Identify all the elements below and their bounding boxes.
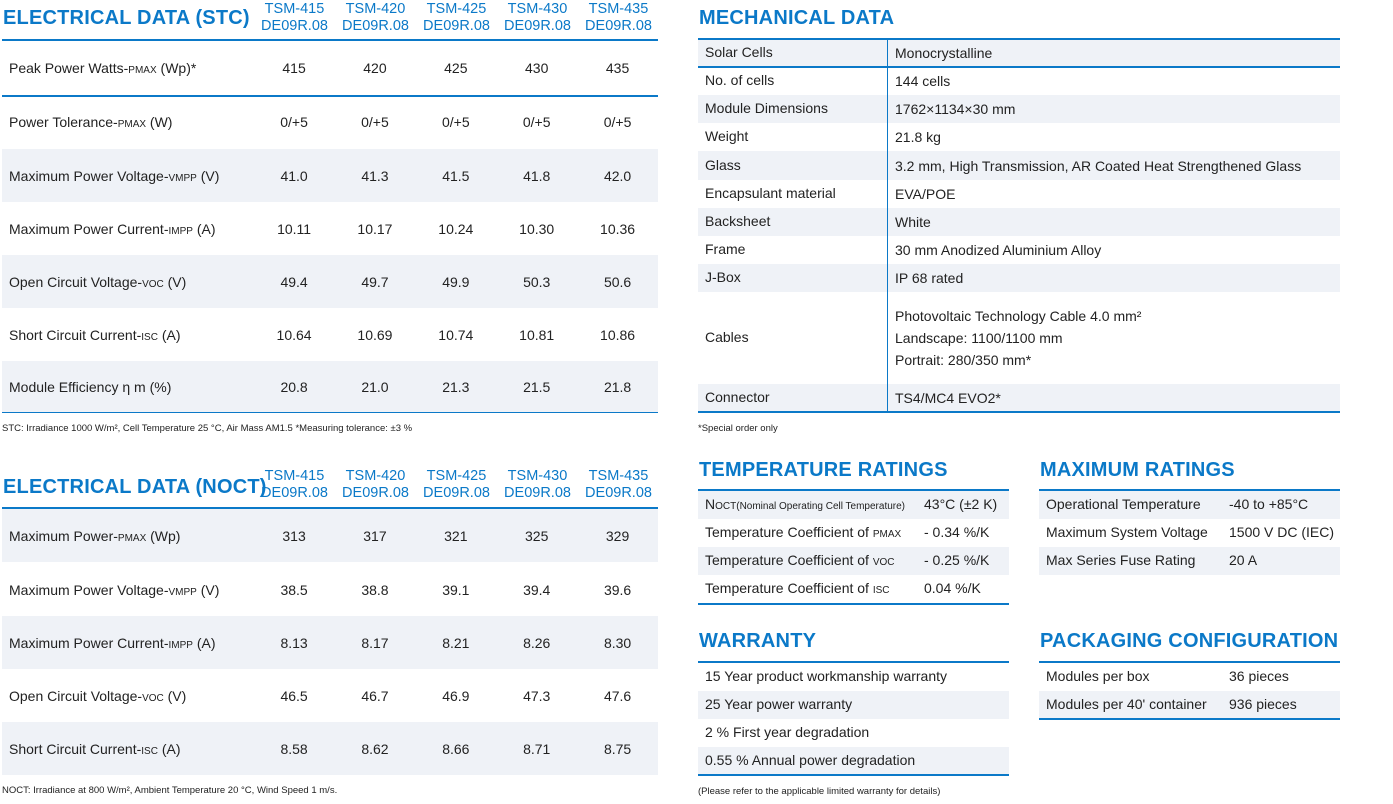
cell-value: 46.7	[361, 687, 389, 704]
warranty-note: (Please refer to the applicable limited warranty for details)	[698, 786, 941, 797]
cell-value: 8.62	[361, 740, 389, 757]
spec-value	[895, 183, 955, 205]
label-text: Module Efficiency η m (%)	[9, 378, 172, 395]
cell-value: 10.24	[438, 220, 474, 237]
table-row	[2, 149, 658, 202]
packaging-value: 936 pieces	[1229, 696, 1297, 712]
spec-value-line: IP 68 rated	[895, 270, 964, 286]
label-text: Short Circuit Current-	[9, 326, 142, 343]
spec-key: Solar Cells	[705, 44, 773, 60]
cell-value: 10.81	[519, 326, 555, 343]
row-label	[2, 528, 254, 544]
table-row	[698, 547, 1009, 575]
label-text: Temperature Coefficient of	[705, 552, 873, 568]
table-row	[698, 747, 1009, 775]
spec-value	[895, 211, 931, 233]
table-row	[698, 575, 1009, 603]
table-row	[698, 519, 1009, 547]
label-unit: (A)	[157, 740, 181, 757]
model-header	[254, 468, 335, 502]
label-text: Peak Power Watts-	[9, 59, 129, 76]
label-unit: (A)	[192, 634, 216, 651]
spec-key: No. of cells	[705, 72, 775, 88]
packaging-value: 36 pieces	[1229, 668, 1289, 684]
model-variant: DE09R.08	[261, 18, 328, 34]
mechanical-table	[698, 39, 1340, 412]
spec-key: J-Box	[705, 269, 741, 285]
cell-value: 21.8	[603, 378, 632, 395]
model-variant: DE09R.08	[261, 485, 328, 501]
model-header	[254, 1, 335, 35]
divider	[698, 66, 1340, 68]
table-row	[2, 202, 658, 255]
label-text: Open Circuit Voltage-	[9, 687, 143, 704]
cell-value: 10.69	[357, 326, 393, 343]
rating-value: - 0.34 %/K	[924, 524, 990, 540]
cell-value: 8.66	[442, 740, 470, 757]
cell-value: 47.6	[603, 687, 632, 704]
cell-value: 10.30	[519, 220, 555, 237]
spec-value-line: 21.8 kg	[895, 129, 941, 145]
temperature-title: TEMPERATURE RATINGS	[699, 459, 948, 481]
label-unit: (A)	[157, 326, 181, 343]
cell-value: 8.75	[603, 740, 632, 757]
label-unit: (Wp)*	[156, 59, 197, 76]
model-variant: DE09R.08	[423, 18, 490, 34]
table-row	[698, 491, 1009, 519]
table-row	[2, 722, 658, 775]
cell-value: 39.1	[442, 581, 470, 598]
spec-value	[895, 155, 1301, 177]
spec-value	[895, 42, 992, 64]
label-note: (Nominal Operating Cell Temperature)	[736, 501, 906, 512]
label-symbol: VOC	[142, 692, 164, 704]
cell-value: 10.86	[600, 326, 636, 343]
rating-label	[705, 524, 901, 540]
model-header	[578, 1, 659, 35]
spec-value	[895, 126, 941, 148]
spec-value	[895, 98, 1015, 120]
cell-value: 49.4	[280, 273, 308, 290]
label-symbol: PMAX	[117, 118, 147, 130]
cell-value: 21.0	[361, 378, 389, 395]
spec-value-line: EVA/POE	[895, 186, 956, 202]
model-variant: DE09R.08	[504, 485, 571, 501]
model-header	[335, 468, 416, 502]
divider	[1039, 661, 1340, 663]
cell-value: 415	[282, 59, 306, 76]
spec-row	[698, 180, 1340, 208]
label-text: Power Tolerance-	[9, 113, 118, 130]
row-label	[2, 60, 254, 76]
spec-row	[698, 208, 1340, 236]
cell-value: 0/+5	[441, 113, 470, 130]
packaging-label: Modules per box	[1046, 668, 1150, 684]
spec-key: Frame	[705, 241, 746, 257]
rating-label	[705, 496, 905, 512]
cell-value: 46.9	[442, 687, 470, 704]
label-text: Open Circuit Voltage-	[9, 273, 143, 290]
warranty-item: 0.55 % Annual power degradation	[705, 752, 916, 768]
cell-value: 8.58	[280, 740, 308, 757]
spec-key: Cables	[705, 329, 749, 345]
maximum-table	[1039, 490, 1340, 577]
table-row	[2, 255, 658, 308]
spec-row	[698, 384, 1340, 412]
label-symbol: ISC	[141, 745, 158, 757]
cell-value: 8.26	[523, 634, 551, 651]
table-row	[1039, 547, 1340, 575]
maximum-title: MAXIMUM RATINGS	[1040, 459, 1235, 481]
label-symbol: IMPP	[168, 225, 193, 237]
table-row	[1039, 519, 1340, 547]
row-label	[2, 379, 254, 395]
cell-value: 313	[282, 527, 306, 544]
table-row	[698, 663, 1009, 691]
spec-value-line: TS4/MC4 EVO2*	[895, 390, 1001, 406]
table-row	[698, 691, 1009, 719]
cell-value: 50.3	[523, 273, 551, 290]
label-unit: (Wp)	[146, 527, 181, 544]
spec-key: Encapsulant material	[705, 185, 836, 201]
stc-note: STC: Irradiance 1000 W/m², Cell Temperature 25 °C, Air Mass AM1.5 *Measuring tolerance: ±3 %	[2, 423, 413, 434]
warranty-table	[698, 662, 1009, 776]
spec-row	[698, 292, 1340, 384]
table-row	[1039, 491, 1340, 519]
label-text: Short Circuit Current-	[9, 740, 142, 757]
model-name: TSM-420	[345, 1, 406, 17]
cell-value: 10.17	[357, 220, 393, 237]
cell-value: 39.6	[603, 581, 632, 598]
model-header	[578, 468, 659, 502]
cell-value: 42.0	[603, 167, 632, 184]
table-row	[1039, 663, 1340, 691]
divider	[1039, 718, 1340, 720]
label-symbol: ISC	[141, 331, 158, 343]
row-label	[2, 741, 254, 757]
rating-label	[705, 580, 890, 596]
rating-value: 43°C (±2 K)	[924, 496, 998, 512]
cell-value: 8.71	[523, 740, 551, 757]
spec-key: Glass	[705, 156, 741, 173]
cell-value: 21.5	[523, 378, 551, 395]
label-symbol: VOC	[142, 278, 164, 290]
label-symbol: PMAX	[117, 532, 147, 544]
row-label	[2, 274, 254, 290]
warranty-item: 15 Year product workmanship warranty	[705, 668, 948, 684]
table-row	[2, 616, 658, 669]
row-label	[2, 327, 254, 343]
cell-value: 8.30	[603, 634, 632, 651]
spec-key: Backsheet	[705, 213, 771, 229]
spec-value-line: Portrait: 280/350 mm*	[895, 352, 1032, 368]
cell-value: 329	[605, 527, 630, 544]
model-name: TSM-425	[426, 1, 487, 17]
spec-row	[698, 236, 1340, 264]
spec-value-line: 1762×1134×30 mm	[895, 101, 1016, 117]
cell-value: 41.3	[361, 167, 389, 184]
divider	[698, 661, 1009, 663]
label-symbol: VOC	[872, 557, 895, 568]
spec-key: Weight	[705, 128, 749, 144]
spec-value-line: 3.2 mm, High Transmission, AR Coated Heat Strengthened Glass	[895, 157, 1302, 174]
label-unit: (V)	[196, 167, 220, 184]
mechanical-title: MECHANICAL DATA	[699, 7, 895, 29]
spec-row	[698, 95, 1340, 123]
spec-key: Module Dimensions	[705, 100, 828, 116]
divider	[1039, 489, 1340, 491]
spec-key: Connector	[705, 389, 770, 405]
row-label	[2, 168, 254, 184]
model-header	[416, 468, 497, 502]
rating-label: Max Series Fuse Rating	[1046, 552, 1196, 568]
cell-value: 21.3	[442, 378, 470, 395]
noct-note: NOCT: Irradiance at 800 W/m², Ambient Temperature 20 °C, Wind Speed 1 m/s.	[2, 785, 338, 796]
model-name: TSM-415	[264, 1, 325, 17]
row-label	[2, 688, 254, 704]
cell-value: 41.8	[523, 167, 551, 184]
rating-value: 0.04 %/K	[924, 580, 981, 596]
cell-value: 435	[605, 59, 630, 76]
table-row	[2, 95, 658, 148]
row-label	[2, 114, 254, 130]
packaging-label: Modules per 40' container	[1046, 696, 1207, 712]
cell-value: 8.13	[280, 634, 308, 651]
model-name: TSM-425	[426, 468, 487, 484]
stc-title: ELECTRICAL DATA (STC)	[3, 7, 250, 29]
label-symbol: VMPP	[168, 586, 197, 598]
mechanical-note: *Special order only	[698, 423, 778, 434]
divider	[698, 774, 1009, 776]
table-row	[2, 563, 658, 616]
label-symbol: PMAX	[128, 64, 157, 76]
label-unit: (A)	[192, 220, 216, 237]
label-text: Temperature Coefficient of	[705, 524, 873, 540]
divider	[698, 38, 1340, 40]
label-unit: (V)	[163, 687, 187, 704]
warranty-title: WARRANTY	[699, 630, 817, 652]
model-name: TSM-420	[345, 468, 406, 484]
model-name: TSM-430	[507, 1, 568, 17]
table-row	[1039, 691, 1340, 719]
cell-value: 10.74	[438, 326, 474, 343]
temperature-table	[698, 490, 1009, 605]
cell-value: 0/+5	[522, 113, 551, 130]
cell-value: 10.11	[277, 220, 312, 237]
spec-value	[895, 305, 1141, 371]
spec-row	[698, 67, 1340, 95]
spec-row	[698, 264, 1340, 292]
spec-value-line: 30 mm Anodized Aluminium Alloy	[895, 242, 1102, 258]
model-header	[497, 468, 578, 502]
spec-row	[698, 123, 1340, 151]
cell-value: 41.0	[280, 167, 308, 184]
label-text: Maximum Power Current-	[9, 220, 169, 237]
cell-value: 49.9	[442, 273, 470, 290]
cell-value: 321	[444, 527, 468, 544]
spec-value-line: Photovoltaic Technology Cable 4.0 mm²	[895, 308, 1142, 324]
spec-value-line: Monocrystalline	[895, 45, 993, 61]
divider	[698, 411, 1340, 413]
cell-value: 41.5	[442, 167, 470, 184]
rating-value: -40 to +85°C	[1229, 496, 1309, 512]
cell-value: 38.8	[361, 581, 389, 598]
cell-value: 0/+5	[280, 113, 308, 130]
cell-value: 325	[525, 527, 549, 544]
table-row	[2, 361, 658, 412]
model-header	[416, 1, 497, 35]
model-variant: DE09R.08	[342, 485, 409, 501]
cell-value: 420	[363, 59, 387, 76]
row-label	[2, 221, 254, 237]
stc-table	[2, 41, 658, 413]
cell-value: 46.5	[280, 687, 308, 704]
rating-value: 1500 V DC (IEC)	[1229, 524, 1335, 540]
label-text: N	[705, 496, 716, 512]
cell-value: 10.64	[276, 326, 312, 343]
table-row	[2, 669, 658, 722]
warranty-item: 25 Year power warranty	[705, 696, 853, 712]
label-unit: (V)	[163, 273, 187, 290]
spec-value	[895, 267, 963, 289]
model-name: TSM-415	[264, 468, 325, 484]
label-text: Temperature Coefficient of	[705, 580, 873, 596]
label-symbol: OCT	[715, 501, 737, 512]
spec-row	[698, 151, 1340, 180]
rating-label	[705, 552, 895, 568]
spec-value-line: Landscape: 1100/1100 mm	[895, 330, 1063, 346]
model-header	[497, 1, 578, 35]
cell-value: 317	[363, 527, 387, 544]
model-variant: DE09R.08	[585, 18, 652, 34]
noct-table	[2, 509, 658, 775]
model-variant: DE09R.08	[423, 485, 490, 501]
table-row	[2, 308, 658, 361]
table-row	[2, 41, 658, 94]
table-row	[2, 509, 658, 562]
divider	[698, 603, 1009, 605]
spec-value	[895, 239, 1101, 261]
cell-value: 8.17	[361, 634, 389, 651]
spec-value	[895, 70, 950, 92]
cell-value: 20.8	[280, 378, 308, 395]
label-symbol: ISC	[872, 585, 890, 596]
model-name: TSM-435	[588, 468, 649, 484]
cell-value: 0/+5	[603, 113, 632, 130]
model-variant: DE09R.08	[504, 18, 571, 34]
cell-value: 430	[525, 59, 549, 76]
row-label	[2, 635, 254, 651]
model-variant: DE09R.08	[585, 485, 652, 501]
cell-value: 39.4	[523, 581, 551, 598]
rating-label: Operational Temperature	[1046, 496, 1201, 512]
model-header	[335, 1, 416, 35]
rating-label: Maximum System Voltage	[1046, 524, 1208, 540]
rating-value: 20 A	[1229, 552, 1258, 568]
spec-value	[895, 387, 1001, 409]
label-text: Maximum Power Current-	[9, 634, 169, 651]
cell-value: 38.5	[280, 581, 308, 598]
model-name: TSM-435	[588, 1, 649, 17]
rating-value: - 0.25 %/K	[924, 552, 990, 568]
label-symbol: IMPP	[168, 639, 193, 651]
cell-value: 425	[444, 59, 468, 76]
label-unit: (W)	[146, 113, 173, 130]
spec-value-line: White	[895, 214, 931, 230]
packaging-title: PACKAGING CONFIGURATION	[1040, 630, 1339, 652]
row-label	[2, 582, 254, 598]
cell-value: 50.6	[603, 273, 632, 290]
column-separator	[887, 39, 888, 412]
model-variant: DE09R.08	[342, 18, 409, 34]
label-unit: (V)	[196, 581, 220, 598]
cell-value: 10.36	[600, 220, 636, 237]
label-text: Maximum Power Voltage-	[9, 581, 169, 598]
label-symbol: VMPP	[168, 172, 197, 184]
label-symbol: PMAX	[872, 529, 902, 540]
table-row	[698, 719, 1009, 747]
label-text: Maximum Power-	[9, 527, 118, 544]
label-text: Maximum Power Voltage-	[9, 167, 169, 184]
cell-value: 47.3	[523, 687, 551, 704]
cell-value: 0/+5	[361, 113, 389, 130]
warranty-item: 2 % First year degradation	[705, 724, 870, 740]
noct-title: ELECTRICAL DATA (NOCT)	[3, 476, 267, 498]
cell-value: 8.21	[442, 634, 470, 651]
cell-value: 49.7	[361, 273, 389, 290]
spec-row	[698, 39, 1340, 67]
packaging-table	[1039, 662, 1340, 719]
spec-value-line: 144 cells	[895, 73, 951, 89]
divider	[698, 489, 1009, 491]
model-name: TSM-430	[507, 468, 568, 484]
